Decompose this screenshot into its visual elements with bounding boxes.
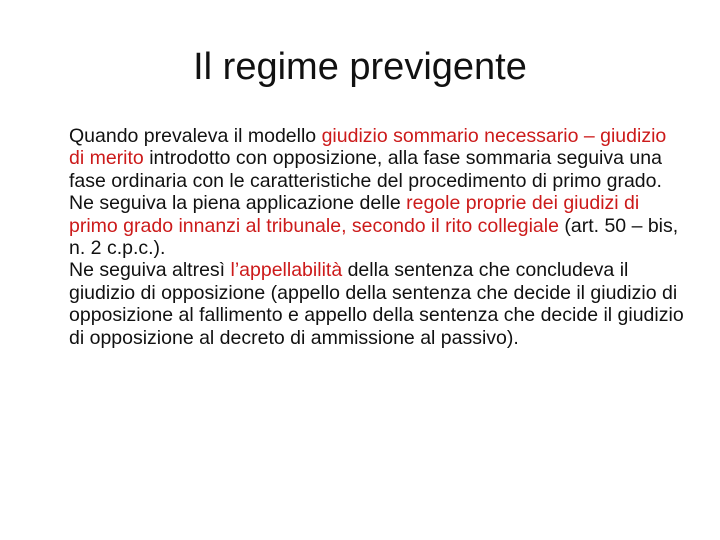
slide-body bbox=[69, 125, 684, 349]
paragraph-text: Ne seguiva la piena applicazione delle bbox=[69, 192, 407, 215]
paragraph-text: Ne seguiva altresì bbox=[69, 259, 231, 282]
paragraph-1 bbox=[69, 125, 684, 192]
highlighted-text: regole proprie dei giudizi di primo grado innanzi al tribunale, secondo il rito collegiale bbox=[69, 192, 640, 237]
highlighted-text: giudizio sommario necessario – giudizio di merito bbox=[69, 125, 667, 170]
paragraph-text: della sentenza che concludeva il giudizio di opposizione (appello della sentenza che decide il giudizio di opposizione al fallimento e appello della sentenza che decide il giudizio di opposizione al decreto di ammissione al passivo). bbox=[69, 259, 684, 349]
slide-title: Il regime previgente bbox=[193, 46, 527, 88]
highlighted-text: l’appellabilità bbox=[230, 259, 343, 282]
paragraph-3 bbox=[69, 259, 684, 349]
paragraph-2 bbox=[69, 192, 684, 259]
paragraph-text: introdotto con opposizione, alla fase sommaria seguiva una fase ordinaria con le caratteristiche del procedimento di primo grado. bbox=[69, 147, 662, 192]
paragraph-text: (art. 50 – bis, n. 2 c.p.c.). bbox=[69, 214, 679, 260]
paragraph-text: Quando prevaleva il modello bbox=[69, 125, 322, 147]
